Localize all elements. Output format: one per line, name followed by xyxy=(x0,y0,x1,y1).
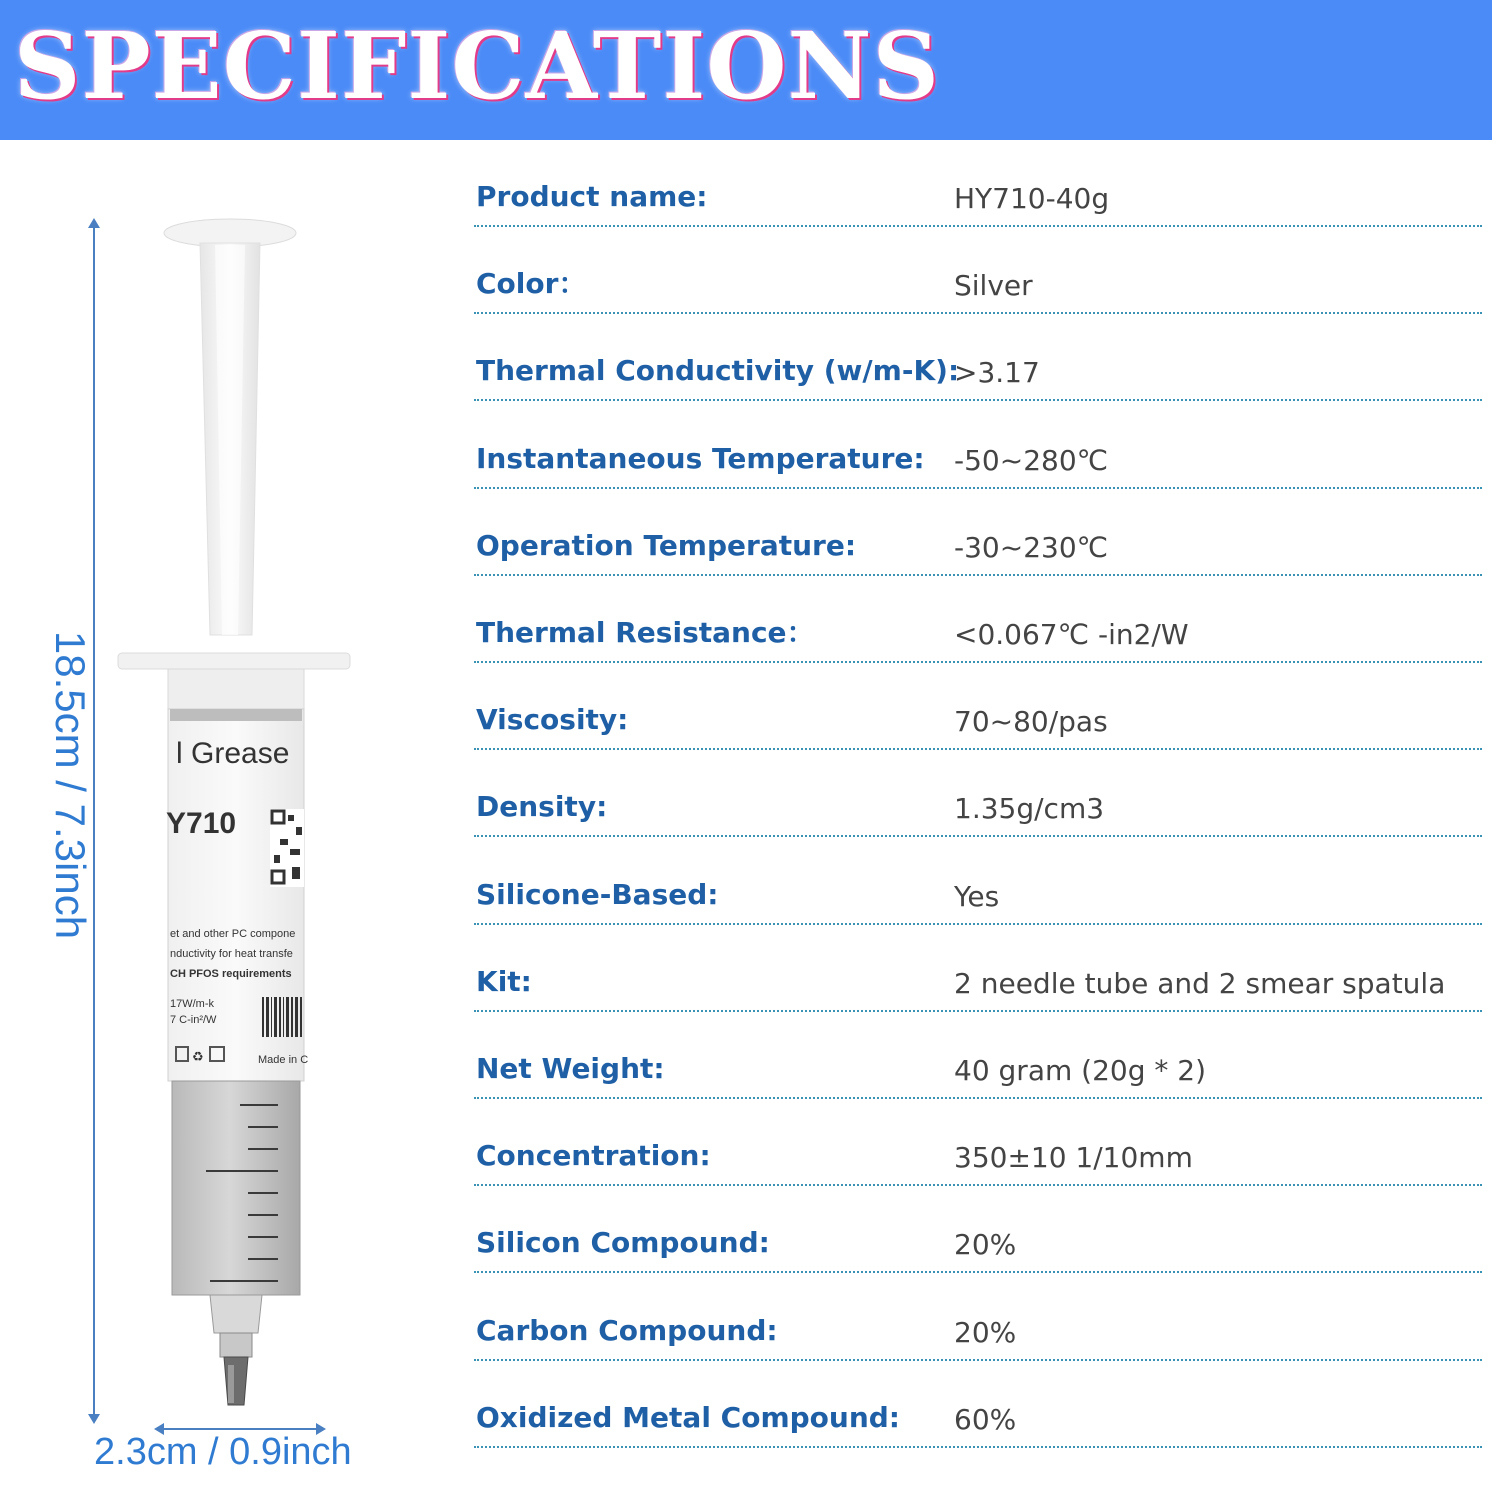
syringe-illustration xyxy=(110,215,360,1415)
width-dimension-label: 2.3cm / 0.9inch xyxy=(94,1431,352,1473)
row-divider xyxy=(474,1097,1482,1099)
spec-label: Operation Temperature: xyxy=(476,529,857,562)
syringe-label-line5: 7 C-in²/W xyxy=(170,1014,217,1026)
arrow-down-icon xyxy=(88,1414,100,1424)
spec-row xyxy=(474,177,1492,264)
spec-label: Net Weight: xyxy=(476,1052,665,1085)
spec-row xyxy=(474,351,1492,438)
row-divider xyxy=(474,748,1482,750)
spec-label: Viscosity: xyxy=(476,703,629,736)
spec-value: 40 gram (20g * 2) xyxy=(954,1054,1207,1087)
syringe-label-line2: nductivity for heat transfe xyxy=(170,948,293,960)
spec-label: Instantaneous Temperature: xyxy=(476,442,925,475)
spec-value: 2 needle tube and 2 smear spatula xyxy=(954,967,1446,1000)
syringe-brand-text: l Grease xyxy=(176,737,290,770)
row-divider xyxy=(474,661,1482,663)
spec-value: 1.35g/cm3 xyxy=(954,792,1105,825)
syringe-label-line3: CH PFOS requirements xyxy=(170,968,292,980)
row-divider xyxy=(474,1446,1482,1448)
spec-label: Density: xyxy=(476,790,608,823)
spec-label: Carbon Compound: xyxy=(476,1314,778,1347)
spec-row xyxy=(474,1223,1492,1310)
row-divider xyxy=(474,1010,1482,1012)
spec-row xyxy=(474,1136,1492,1223)
row-divider xyxy=(474,1359,1482,1361)
spec-row xyxy=(474,962,1492,1049)
spec-row xyxy=(474,700,1492,787)
spec-value: 60% xyxy=(954,1403,1017,1436)
spec-value: >3.17 xyxy=(954,356,1040,389)
header-banner xyxy=(0,0,1492,140)
spec-row xyxy=(474,1049,1492,1136)
spec-label: Thermal Resistance： xyxy=(476,616,815,649)
spec-row xyxy=(474,264,1492,351)
spec-row xyxy=(474,613,1492,700)
spec-value: -50~280℃ xyxy=(954,444,1109,477)
row-divider xyxy=(474,399,1482,401)
spec-value: HY710-40g xyxy=(954,182,1110,215)
row-divider xyxy=(474,1271,1482,1273)
spec-label: Kit: xyxy=(476,965,532,998)
row-divider xyxy=(474,225,1482,227)
spec-row xyxy=(474,787,1492,874)
spec-label: Silicone-Based: xyxy=(476,878,719,911)
spec-label: Oxidized Metal Compound: xyxy=(476,1401,901,1434)
syringe-label-line1: et and other PC compone xyxy=(170,928,296,940)
spec-row xyxy=(474,875,1492,962)
spec-value: 350±10 1/10mm xyxy=(954,1141,1193,1174)
spec-label: Color： xyxy=(476,267,587,300)
spec-row xyxy=(474,439,1492,526)
qr-code-icon xyxy=(270,809,304,887)
spec-value: <0.067℃ -in2/W xyxy=(954,618,1189,651)
syringe-made-in: Made in C xyxy=(258,1054,309,1066)
row-divider xyxy=(474,835,1482,837)
svg-text:♻: ♻ xyxy=(192,1049,204,1064)
spec-row xyxy=(474,526,1492,613)
spec-label: Silicon Compound: xyxy=(476,1226,770,1259)
spec-value: 70~80/pas xyxy=(954,705,1108,738)
arrow-up-icon xyxy=(88,218,100,228)
spec-value: Yes xyxy=(954,880,1000,913)
page-title: SPECIFICATIONS xyxy=(14,12,941,120)
spec-label: Product name: xyxy=(476,180,708,213)
row-divider xyxy=(474,1184,1482,1186)
spec-value: 20% xyxy=(954,1228,1017,1261)
spec-label: Concentration: xyxy=(476,1139,711,1172)
row-divider xyxy=(474,574,1482,576)
syringe-model-text: Y710 xyxy=(166,807,237,840)
spec-value: Silver xyxy=(954,269,1033,302)
row-divider xyxy=(474,312,1482,314)
spec-row xyxy=(474,1311,1492,1398)
row-divider xyxy=(474,487,1482,489)
spec-label: Thermal Conductivity (w/m-K): xyxy=(476,354,960,387)
spec-value: -30~230℃ xyxy=(954,531,1109,564)
row-divider xyxy=(474,923,1482,925)
spec-value: 20% xyxy=(954,1316,1017,1349)
height-dimension-label: 18.5cm / 7.3inch xyxy=(47,630,94,940)
syringe-label-line4: 17W/m-k xyxy=(170,998,214,1010)
